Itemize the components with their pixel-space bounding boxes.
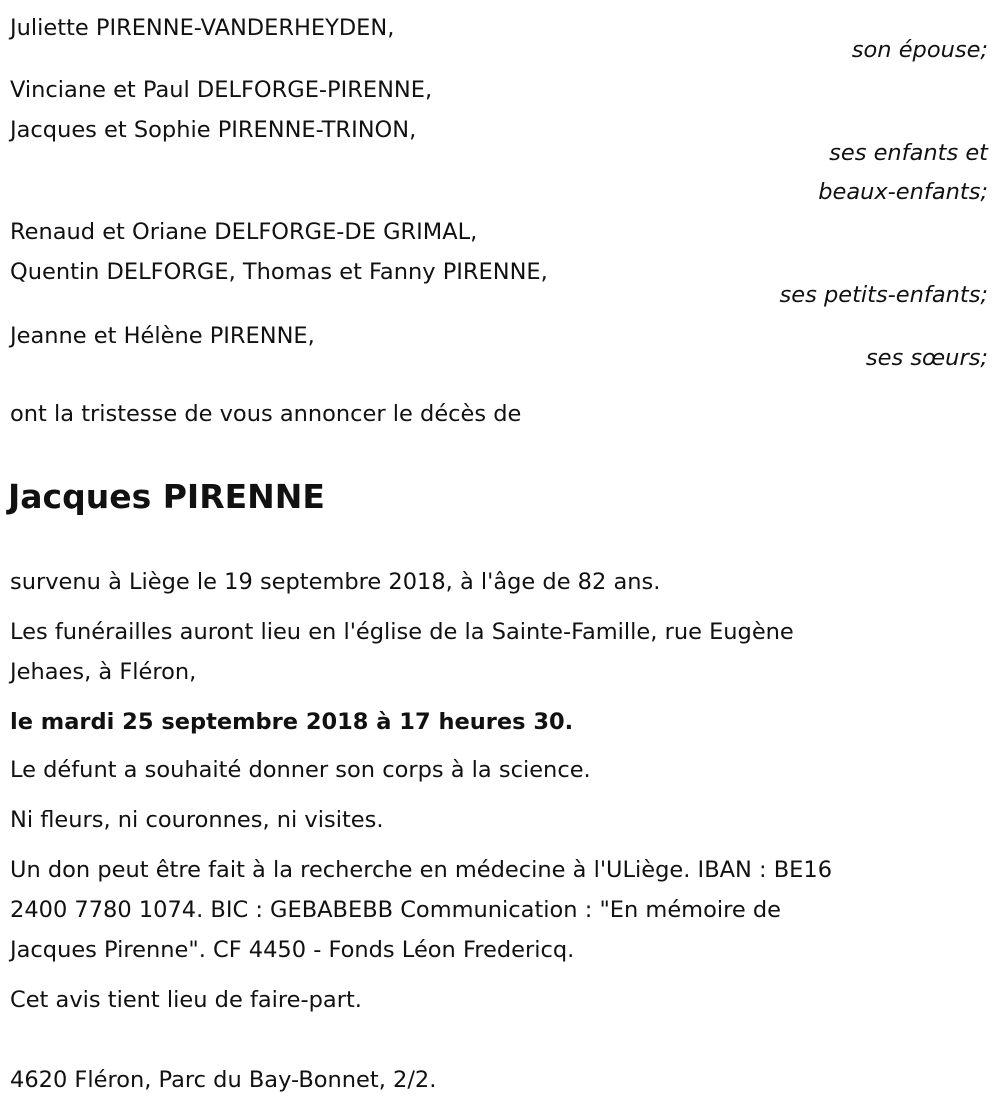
funeral-date: le mardi 25 septembre 2018 à 17 heures 30.: [10, 709, 574, 735]
address: 4620 Fléron, Parc du Bay-Bonnet, 2/2.: [10, 1067, 437, 1093]
announcement: ont la tristesse de vous annoncer le décès de: [10, 401, 522, 427]
relation-label: ses enfants et: [829, 140, 988, 166]
family-name-line: Juliette PIRENNE-VANDERHEYDEN,: [10, 15, 395, 41]
donation-info: Jacques Pirenne". CF 4450 - Fonds Léon Fredericq.: [10, 937, 575, 963]
relation-label: beaux-enfants;: [818, 179, 988, 205]
flowers-note: Ni fleurs, ni couronnes, ni visites.: [10, 807, 384, 833]
family-name-line: Jeanne et Hélène PIRENNE,: [10, 323, 315, 349]
relation-label: ses petits-enfants;: [779, 282, 988, 308]
relation-label: ses sœurs;: [865, 345, 988, 371]
family-name-line: Renaud et Oriane DELFORGE-DE GRIMAL,: [10, 219, 478, 245]
donation-info: 2400 7780 1074. BIC : GEBABEBB Communication : "En mémoire de: [10, 897, 781, 923]
relation-label: son épouse;: [851, 37, 988, 63]
science-note: Le défunt a souhaité donner son corps à la science.: [10, 757, 591, 783]
family-name-line: Quentin DELFORGE, Thomas et Fanny PIRENNE,: [10, 259, 548, 285]
funeral-info: Les funérailles auront lieu en l'église de la Sainte-Famille, rue Eugène: [10, 619, 794, 645]
donation-info: Un don peut être fait à la recherche en médecine à l'ULiège. IBAN : BE16: [10, 857, 833, 883]
family-name-line: Jacques et Sophie PIRENNE-TRINON,: [10, 117, 417, 143]
notice-note: Cet avis tient lieu de faire-part.: [10, 987, 362, 1013]
family-name-line: Vinciane et Paul DELFORGE-PIRENNE,: [10, 77, 433, 103]
death-info: survenu à Liège le 19 septembre 2018, à l'âge de 82 ans.: [10, 569, 661, 595]
funeral-info: Jehaes, à Fléron,: [10, 659, 197, 685]
deceased-name: Jacques PIRENNE: [8, 477, 325, 516]
